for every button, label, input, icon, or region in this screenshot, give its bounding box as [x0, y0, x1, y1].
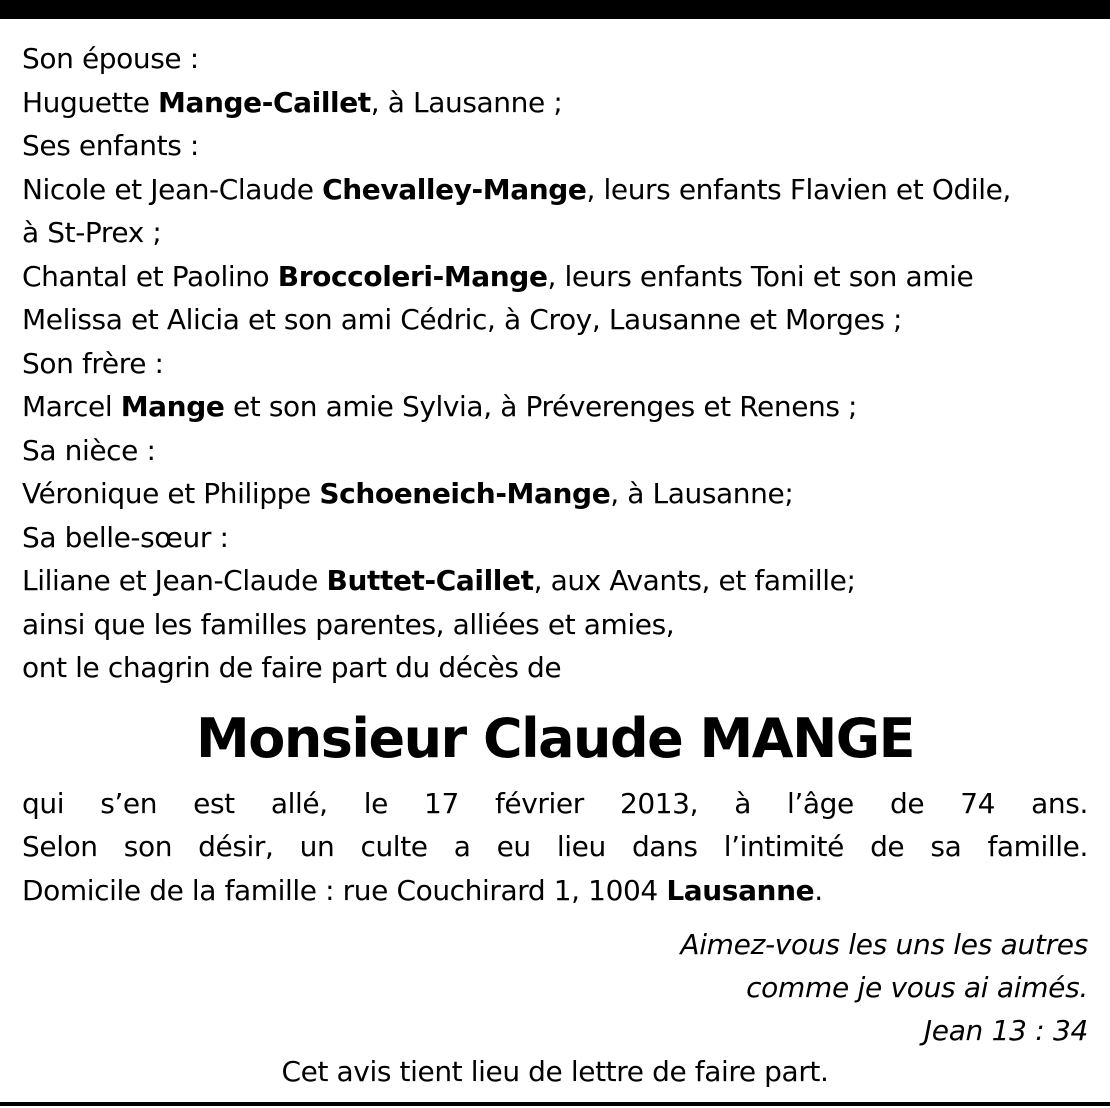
word: culte [360, 830, 428, 863]
spouse-location: , à Lausanne ; [370, 85, 563, 119]
domicile-address: Domicile de la famille : rue Couchirard 1, 1004 [22, 873, 667, 907]
domicile-city: Lausanne [666, 873, 815, 907]
word: février [494, 786, 584, 820]
word: 74 [960, 786, 996, 820]
spouse-surname: Mange-Caillet [158, 85, 371, 119]
word: allé, [270, 786, 328, 820]
word: Selon [22, 830, 98, 863]
word: qui [22, 786, 65, 820]
sister-in-law-surname: Buttet-Caillet [326, 564, 534, 597]
word: 17 [424, 786, 459, 820]
word: désir, [198, 830, 274, 863]
word: de [889, 786, 925, 820]
families-line: ainsi que les familles parentes, alliées et amies, [22, 607, 675, 641]
verse-line-2: comme je vous ai aimés. [746, 971, 1088, 1004]
children-heading: Ses enfants : [22, 129, 199, 162]
word: à [734, 786, 751, 820]
word: eu [496, 830, 531, 863]
child1-first-names: Nicole et Jean-Claude [22, 172, 323, 206]
child2-rest: , leurs enfants Toni et son amie [547, 259, 974, 293]
word: le [363, 786, 388, 820]
deceased-name: Monsieur Claude MANGE [196, 706, 914, 770]
verse-reference: Jean 13 : 34 [923, 1014, 1088, 1047]
brother-first-name: Marcel [22, 390, 121, 423]
niece-surname: Schoeneich-Mange [319, 477, 611, 510]
child1-rest: , leurs enfants Flavien et Odile, [586, 172, 1011, 206]
spouse-line [22, 81, 1088, 125]
word: s’en [100, 786, 158, 820]
sister-in-law-first-names: Liliane et Jean-Claude [22, 564, 327, 597]
word: l’âge [787, 786, 854, 820]
word: dans [631, 830, 698, 863]
word: de [870, 830, 905, 863]
word: est [193, 786, 235, 820]
bible-verse [680, 923, 1088, 1052]
obituary-body [22, 37, 1088, 912]
word: famille. [987, 830, 1088, 863]
word: lieu [556, 830, 606, 863]
child1-surname: Chevalley-Mange [322, 172, 587, 206]
sister-in-law-heading: Sa belle-sœur : [22, 520, 229, 554]
verse-line-1: Aimez-vous les uns les autres [680, 928, 1088, 961]
brother-heading: Son frère : [22, 346, 164, 380]
brother-surname: Mange [120, 390, 225, 423]
word: un [299, 830, 335, 863]
sister-in-law-rest: , aux Avants, et famille; [533, 564, 856, 597]
niece-heading: Sa nièce : [22, 433, 156, 467]
spouse-heading: Son épouse : [22, 42, 199, 75]
domicile-end: . [814, 873, 823, 907]
child2-first-names: Chantal et Paolino [22, 259, 278, 293]
niece-rest: , à Lausanne; [610, 477, 794, 510]
grief-line: ont le chagrin de faire part du décès de [22, 651, 562, 684]
word: son [123, 830, 173, 863]
child2-line [22, 255, 1088, 299]
niece-first-names: Véronique et Philippe [22, 477, 320, 510]
details-line-1 [22, 782, 1088, 826]
word: l’intimité [723, 830, 844, 863]
child2-surname: Broccoleri-Mange [277, 259, 548, 293]
word: ans. [1031, 786, 1088, 820]
child2-continuation: Melissa et Alicia et son ami Cédric, à Croy, Lausanne et Morges ; [22, 303, 903, 336]
sister-in-law-line [22, 559, 1088, 603]
brother-line [22, 385, 1088, 429]
word: 2013, [619, 786, 699, 820]
notice-line: Cet avis tient lieu de lettre de faire part. [281, 1055, 829, 1088]
word: sa [930, 830, 962, 863]
brother-rest: et son amie Sylvia, à Préverenges et Renens ; [224, 390, 858, 423]
word: a [453, 830, 471, 863]
spouse-first-name: Huguette [22, 85, 159, 119]
top-border-bar [0, 0, 1110, 19]
details-line-2 [22, 825, 1088, 869]
child1-continuation: à St-Prex ; [22, 216, 162, 249]
domicile-line [22, 869, 1088, 913]
niece-line [22, 472, 1088, 516]
child1-line [22, 168, 1088, 212]
bottom-border-rule [0, 1102, 1110, 1106]
